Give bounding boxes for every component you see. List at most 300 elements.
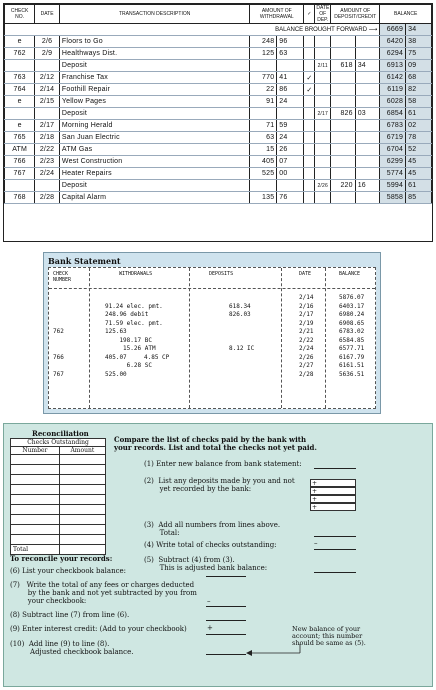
check-number: 767 [5,168,35,180]
step-4-minus: – [314,539,318,547]
description: Franchise Tax [59,72,250,84]
bank-statement-body [48,267,376,409]
outstanding-total-field[interactable] [59,545,105,555]
withdrawal-cents: 96 [277,36,304,48]
check-mark [304,48,315,60]
withdrawal-dollars: 525 [250,168,277,180]
bank-statement [43,252,381,414]
bank-col-check: CHECK NUMBER [53,271,72,283]
col-check: ✓ [304,5,315,24]
register-row [5,72,432,84]
bank-row [49,354,375,362]
balance-dollars: 6704 [380,144,406,156]
bank-row [49,345,375,353]
bank-deposit: 826.03 [229,311,251,318]
bank-col-balance: BALANCE [339,271,361,277]
reconciliation-title: Reconciliation [32,429,89,438]
outstanding-number-field[interactable] [11,465,60,475]
date [35,108,60,120]
bank-row [49,337,375,345]
bank-withdrawal: 525.00 [105,370,127,378]
withdrawal-dollars [250,60,277,72]
date: 2/14 [35,84,60,96]
date: 2/15 [35,96,60,108]
outstanding-row [11,505,106,515]
withdrawal-cents: 26 [277,144,304,156]
date: 2/23 [35,156,60,168]
step-7: (7) Write the total of any fees or charges deducted by the bank and not yet subtracted by you from your checkbook: [10,581,197,605]
date: 2/17 [35,120,60,132]
outstanding-amount-field[interactable] [59,465,105,475]
deposit-date: 2/11 [315,60,331,72]
outstanding-row [11,525,106,535]
bank-balance: 5876.07 [339,294,365,301]
check-mark: ✓ [304,84,315,96]
register-row [5,48,432,60]
deposit-dollars: 618 [331,60,356,72]
check-number: ATM [5,144,35,156]
deposit-date [315,132,331,144]
bank-date: 2/21 [299,328,314,335]
bank-balance: 6161.51 [339,362,365,369]
col-fee: DATE OF DEP. [316,5,330,23]
outstanding-total-label: Total [11,545,60,555]
withdrawal-dollars: 405 [250,156,277,168]
description: ATM Gas [59,144,250,156]
register-row [5,168,432,180]
description: Morning Herald [59,120,250,132]
outstanding-row [11,485,106,495]
withdrawal-cents: 00 [277,168,304,180]
check-mark [304,96,315,108]
deposit-dollars [331,36,356,48]
outstanding-number-field[interactable] [11,535,60,545]
outstanding-number-field[interactable] [11,485,60,495]
check-number: e [5,96,35,108]
bank-date: 2/14 [299,294,314,301]
balance-forward-dollars: 6669 [380,24,406,36]
bank-row [49,311,375,319]
date: 2/6 [35,36,60,48]
bank-date: 2/16 [299,302,314,310]
withdrawal-cents [277,180,304,192]
col-deposit: AMOUNT OF DEPOSIT/CREDIT [331,5,380,24]
deposit-dollars: 826 [331,108,356,120]
check-mark [304,132,315,144]
register-row [5,120,432,132]
bank-statement-title: Bank Statement [48,256,121,266]
withdrawal-dollars [250,180,277,192]
check-number: 762 [5,48,35,60]
step-3: (3) Add all numbers from lines above. Total: [144,521,281,537]
check-number: 768 [5,192,35,204]
step-5-field[interactable] [314,572,356,573]
date: 2/18 [35,132,60,144]
new-balance-note: New balance of your account; this number should be same as (5). [292,625,366,647]
outstanding-number-header: Number [11,447,60,455]
deposit-date [315,168,331,180]
deposit-cents [355,84,380,96]
register-row [5,60,432,72]
withdrawal-cents [277,108,304,120]
bank-withdrawal: 198.17 BC [105,336,152,344]
check-number: 765 [5,132,35,144]
check-mark [304,120,315,132]
deposit-dollars [331,144,356,156]
balance-dollars: 6913 [380,60,406,72]
register-row [5,36,432,48]
outstanding-row [11,495,106,505]
outstanding-row [11,515,106,525]
balance-cents: 85 [406,192,432,204]
deposit-dollars [331,192,356,204]
deposit-dollars [331,84,356,96]
col-check-no: CHECK NO. [5,5,35,24]
deposit-date [315,84,331,96]
bank-withdrawal: 6.28 SC [105,362,152,369]
bank-balance: 6403.17 [339,302,365,310]
outstanding-amount-field[interactable] [59,455,105,465]
bank-withdrawal: 248.96 debit [105,311,149,318]
check-mark: ✓ [304,72,315,84]
col-withdrawal: AMOUNT OF WITHDRAWAL [250,5,304,24]
bank-withdrawal: 71.59 elec. pmt. [105,319,163,327]
step-10-field[interactable] [206,654,246,655]
outstanding-row [11,465,106,475]
withdrawal-cents: 24 [277,132,304,144]
deposit-field-1[interactable]: + [310,479,356,487]
compare-instructions: Compare the list of checks paid by the bank with your records. List and total the checks not yet paid. [114,435,317,452]
step-3-field[interactable] [314,536,356,537]
check-number: 764 [5,84,35,96]
balance-cents: 68 [406,72,432,84]
date: 2/9 [35,48,60,60]
description: Capital Alarm [59,192,250,204]
outstanding-amount-field[interactable] [59,495,105,505]
deposit-cents [355,96,380,108]
col-date: DATE [35,5,60,24]
bank-check-number: 766 [53,353,64,361]
bank-balance: 6167.79 [339,353,365,361]
withdrawal-dollars [250,108,277,120]
description: Yellow Pages [59,96,250,108]
bank-col-deposits: DEPOSITS [209,271,234,277]
check-mark [304,108,315,120]
description: San Juan Electric [59,132,250,144]
balance-cents: 61 [406,180,432,192]
reconciliation-form [3,423,433,687]
arrow-left-icon [244,642,304,656]
deposit-cents [355,36,380,48]
deposit-cents [355,168,380,180]
deposit-dollars [331,48,356,60]
bank-withdrawal: 91.24 elec. pmt. [105,302,163,310]
step-10: (10) Add line (9) to line (8). Adjusted checkbook balance. [10,640,134,656]
outstanding-amount-field[interactable] [59,475,105,485]
step-4: (4) Write total of checks outstanding: [144,541,277,549]
deposit-field-3[interactable]: + [310,495,356,503]
withdrawal-dollars: 125 [250,48,277,60]
bank-row [49,328,375,336]
description: West Construction [59,156,250,168]
date: 2/22 [35,144,60,156]
check-mark [304,156,315,168]
bank-date: 2/22 [299,336,314,344]
balance-dollars: 6299 [380,156,406,168]
register-row [5,108,432,120]
outstanding-row [11,535,106,545]
date: 2/28 [35,192,60,204]
deposit-date [315,192,331,204]
check-mark [304,168,315,180]
deposit-cents [355,144,380,156]
balance-dollars: 6142 [380,72,406,84]
deposit-dollars: 220 [331,180,356,192]
bank-row [49,320,375,328]
deposit-field-2[interactable]: + [310,487,356,495]
withdrawal-dollars: 248 [250,36,277,48]
outstanding-number-field[interactable] [11,475,60,485]
withdrawal-dollars: 135 [250,192,277,204]
description: Deposit [59,60,250,72]
balance-dollars: 6854 [380,108,406,120]
date [35,60,60,72]
bank-withdrawal: 125.63 [105,328,127,335]
outstanding-amount-field[interactable] [59,525,105,535]
deposit-date [315,36,331,48]
bank-withdrawal: 15.26 ATM [105,345,156,352]
deposit-cents [355,156,380,168]
balance-forward-label: BALANCE BROUGHT FORWARD [275,27,368,33]
deposit-cents: 03 [355,108,380,120]
bank-statement-header [49,268,375,289]
arrow-right-icon: ⟶ [368,27,378,33]
withdrawal-cents [277,60,304,72]
outstanding-row [11,475,106,485]
bank-date: 2/24 [299,345,314,352]
check-number: e [5,36,35,48]
to-reconcile-heading: To reconcile your records: [10,554,113,563]
step-9-plus: + [207,624,213,632]
withdrawal-cents: 63 [277,48,304,60]
outstanding-number-field[interactable] [11,525,60,535]
check-mark [304,144,315,156]
check-number [5,60,35,72]
balance-dollars: 5994 [380,180,406,192]
bank-balance: 5636.51 [339,370,365,378]
bank-date: 2/26 [299,353,314,361]
col-balance: BALANCE [380,5,432,24]
balance-forward-cents: 34 [406,24,432,36]
outstanding-amount-field[interactable] [59,515,105,525]
step-7-minus: – [207,597,211,605]
withdrawal-dollars: 770 [250,72,277,84]
bank-row [49,371,375,379]
outstanding-number-field[interactable] [11,505,60,515]
step-2: (2) List any deposits made by you and not yet recorded by the bank: [144,477,295,493]
deposit-date: 2/26 [315,180,331,192]
register-row [5,180,432,192]
outstanding-amount-field[interactable] [59,485,105,495]
withdrawal-cents: 76 [277,192,304,204]
register-row [5,96,432,108]
register-row [5,156,432,168]
check-number: 763 [5,72,35,84]
deposit-dollars [331,168,356,180]
checks-outstanding-table [10,438,106,555]
deposit-cents [355,120,380,132]
balance-forward-row [5,24,432,36]
step-4-field[interactable] [314,549,356,550]
deposit-dollars [331,72,356,84]
deposit-date [315,48,331,60]
step-7-field[interactable] [206,606,246,607]
check-mark [304,180,315,192]
check-number [5,180,35,192]
step-9: (9) Enter interest credit: (Add to your checkbook) [10,625,187,633]
deposit-date: 2/17 [315,108,331,120]
register-row [5,144,432,156]
deposit-cents: 34 [355,60,380,72]
bank-deposit: 618.34 [229,302,251,310]
bank-balance: 6584.85 [339,336,365,344]
description: Foothill Repair [59,84,250,96]
step-1-field[interactable] [314,468,356,469]
withdrawal-cents: 59 [277,120,304,132]
description: Heater Repairs [59,168,250,180]
check-number: 766 [5,156,35,168]
outstanding-number-field[interactable] [11,515,60,525]
balance-cents: 45 [406,168,432,180]
bank-withdrawal: 4.85 CP [144,353,170,361]
balance-cents: 61 [406,108,432,120]
bank-date: 2/17 [299,311,314,318]
checks-outstanding-header: Checks Outstanding [11,439,106,447]
check-mark [304,192,315,204]
withdrawal-dollars: 91 [250,96,277,108]
withdrawal-dollars: 15 [250,144,277,156]
balance-cents: 75 [406,48,432,60]
deposit-date [315,144,331,156]
balance-dollars: 6028 [380,96,406,108]
register-row [5,132,432,144]
deposit-cents [355,192,380,204]
withdrawal-dollars: 63 [250,132,277,144]
balance-dollars: 6719 [380,132,406,144]
balance-dollars: 6294 [380,48,406,60]
outstanding-amount-header: Amount [59,447,105,455]
check-number: e [5,120,35,132]
bank-row [49,303,375,311]
balance-dollars: 6119 [380,84,406,96]
deposit-dollars [331,156,356,168]
bank-withdrawal: 405.07 [105,353,127,361]
balance-dollars: 5858 [380,192,406,204]
balance-cents: 38 [406,36,432,48]
deposit-date [315,96,331,108]
deposit-cents: 16 [355,180,380,192]
withdrawal-cents: 07 [277,156,304,168]
deposit-dollars [331,96,356,108]
step-6: (6) List your checkbook balance: [10,567,127,575]
deposit-field-4[interactable]: + [310,503,356,511]
deposit-date [315,120,331,132]
balance-cents: 52 [406,144,432,156]
bank-balance: 6980.24 [339,311,365,318]
outstanding-row [11,455,106,465]
deposit-cents [355,48,380,60]
date: 2/24 [35,168,60,180]
description: Healthways Dist. [59,48,250,60]
balance-cents: 58 [406,96,432,108]
bank-col-date: DATE [299,271,312,277]
balance-cents: 78 [406,132,432,144]
deposit-dollars [331,132,356,144]
register-row [5,84,432,96]
step-5: (5) Subtract (4) from (3). This is adjusted bank balance: [144,556,268,572]
balance-dollars: 6420 [380,36,406,48]
bank-balance: 6783.02 [339,328,365,335]
outstanding-number-field[interactable] [11,495,60,505]
deposit-date [315,156,331,168]
bank-balance: 6577.71 [339,345,365,352]
bank-deposit: 8.12 IC [229,345,255,352]
step-1: (1) Enter new balance from bank statement: [144,460,302,468]
description: Deposit [59,108,250,120]
bank-date: 2/19 [299,319,314,327]
withdrawal-dollars: 71 [250,120,277,132]
balance-cents: 02 [406,120,432,132]
deposit-cents [355,72,380,84]
balance-cents: 45 [406,156,432,168]
date [35,180,60,192]
description: Deposit [59,180,250,192]
balance-cents: 82 [406,84,432,96]
outstanding-amount-field[interactable] [59,505,105,515]
check-number [5,108,35,120]
bank-check-number: 767 [53,370,64,378]
step-9-field[interactable] [206,634,246,635]
step-6-field[interactable] [206,576,246,577]
withdrawal-cents: 24 [277,96,304,108]
bank-date: 2/28 [299,370,314,378]
bank-row [49,362,375,370]
outstanding-amount-field[interactable] [59,535,105,545]
register-row [5,192,432,204]
col-description: TRANSACTION DESCRIPTION [59,5,250,24]
deposit-date [315,72,331,84]
bank-row [49,294,375,302]
balance-cents: 09 [406,60,432,72]
check-mark [304,60,315,72]
bank-check-number: 762 [53,328,64,335]
withdrawal-cents: 41 [277,72,304,84]
check-mark [304,36,315,48]
balance-dollars: 5774 [380,168,406,180]
bank-date: 2/27 [299,362,314,369]
balance-dollars: 6783 [380,120,406,132]
checkbook-register [3,3,433,242]
step-8-field[interactable] [206,620,246,621]
step-8: (8) Subtract line (7) from line (6). [10,611,130,619]
date: 2/12 [35,72,60,84]
bank-balance: 6908.65 [339,319,365,327]
bank-col-withdrawals: WITHDRAWALS [119,271,153,277]
deposit-cents [355,132,380,144]
deposit-dollars [331,120,356,132]
outstanding-number-field[interactable] [11,455,60,465]
description: Floors to Go [59,36,250,48]
